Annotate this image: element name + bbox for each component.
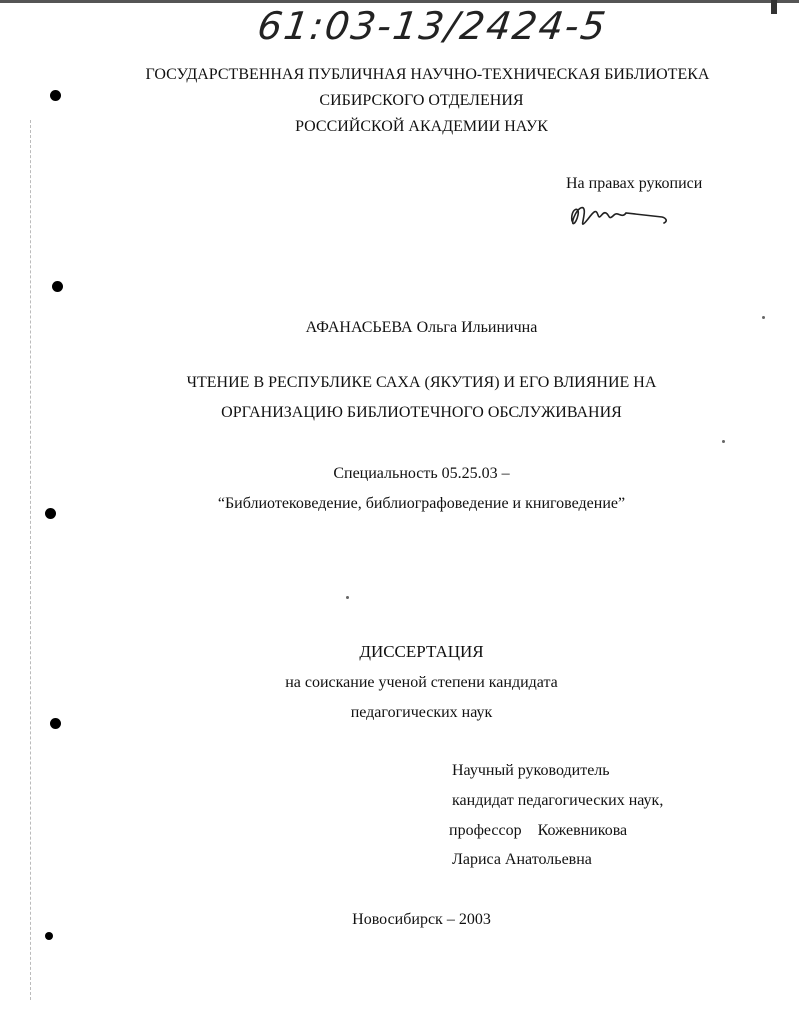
binding-hole-mark <box>52 281 63 292</box>
organization-line-2: СИБИРСКОГО ОТДЕЛЕНИЯ <box>319 92 524 109</box>
place-year: Новосибирск – 2003 <box>352 911 491 928</box>
scan-left-edge <box>30 120 32 1000</box>
supervisor-rank: профессор <box>449 822 522 839</box>
binding-hole-mark <box>45 932 53 940</box>
binding-hole-mark <box>45 508 56 519</box>
author-name: АФАНАСЬЕВА Ольга Ильинична <box>305 319 538 336</box>
binding-hole-mark <box>50 90 61 101</box>
degree-line-1: на соискание ученой степени кандидата <box>285 674 558 691</box>
rights-notice: На правах рукописи <box>566 175 703 192</box>
supervisor-rank-surname <box>449 822 627 840</box>
specialty-name: “Библиотековедение, библиографоведение и книговедение” <box>217 495 626 512</box>
scan-top-border <box>0 0 799 3</box>
specialty-code: Специальность 05.25.03 – <box>333 465 510 482</box>
scan-corner-mark <box>771 0 777 14</box>
thesis-title-line-1: ЧТЕНИЕ В РЕСПУБЛИКЕ САХА (ЯКУТИЯ) И ЕГО ВЛИЯНИЕ НА <box>186 374 657 391</box>
supervisor-surname: Кожевникова <box>537 822 628 839</box>
organization-line-1: ГОСУДАРСТВЕННАЯ ПУБЛИЧНАЯ НАУЧНО-ТЕХНИЧЕСКАЯ БИБЛИОТЕКА <box>145 66 710 83</box>
author-signature <box>566 197 676 233</box>
archive-code-handwritten: 61:03-13/2424-5 <box>254 4 611 48</box>
scan-speck <box>722 440 725 443</box>
dissertation-heading: ДИССЕРТАЦИЯ <box>359 642 484 661</box>
supervisor-degree: кандидат педагогических наук, <box>452 792 664 809</box>
degree-line-2: педагогических наук <box>350 704 493 721</box>
thesis-title-line-2: ОРГАНИЗАЦИЮ БИБЛИОТЕЧНОГО ОБСЛУЖИВАНИЯ <box>221 404 622 421</box>
supervisor-name: Лариса Анатольевна <box>452 851 592 868</box>
binding-hole-mark <box>50 718 61 729</box>
supervisor-label: Научный руководитель <box>452 762 610 779</box>
scan-speck <box>762 316 765 319</box>
organization-line-3: РОССИЙСКОЙ АКАДЕМИИ НАУК <box>295 118 548 135</box>
scan-speck <box>346 596 349 599</box>
